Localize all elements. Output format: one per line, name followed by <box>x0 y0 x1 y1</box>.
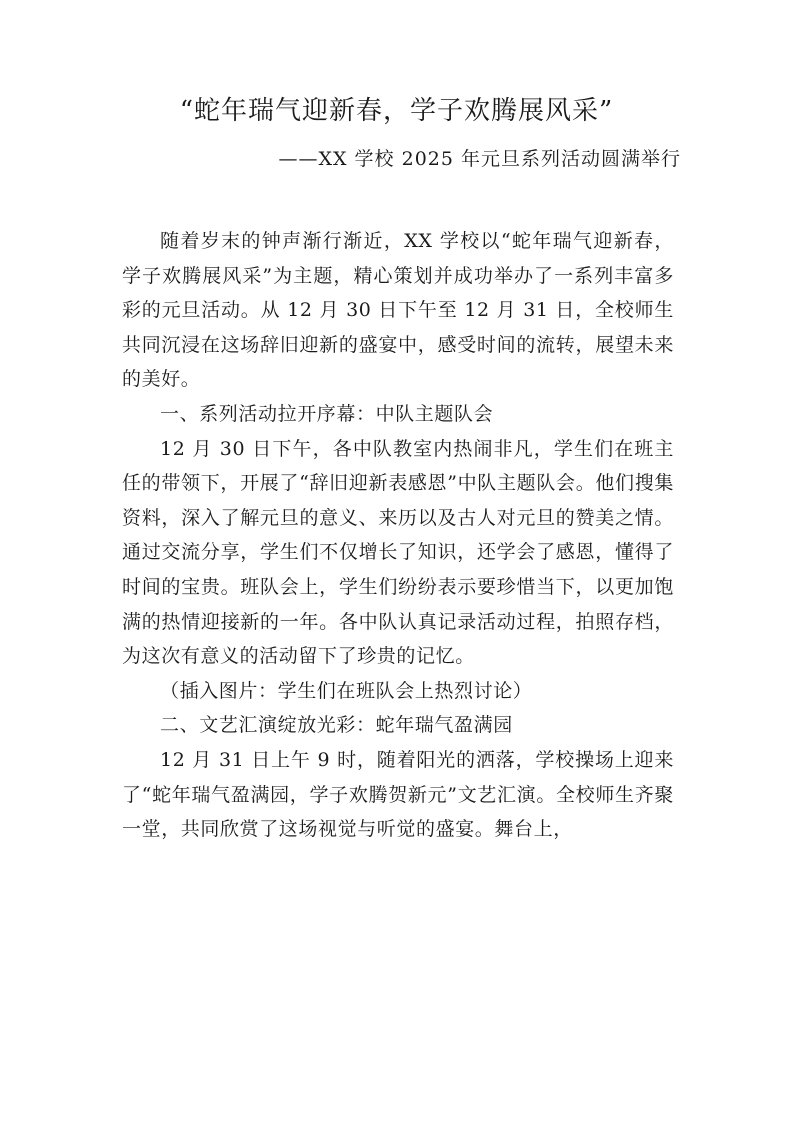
paragraph-section-1: 12 月 30 日下午，各中队教室内热闹非凡，学生们在班主任的带领下，开展了“辞旧迎新表感恩”中队主题队会。他们搜集资料，深入了解元旦的意义、来历以及古人对元旦的赞美之情。通过交流分享，学生们不仅增长了知识，还学会了感恩，懂得了时间的宝贵。班队会上，学生们纷纷表示要珍惜当下，以更加饱满的热情迎接新的一年。各中队认真记录活动过程，拍照存档，为这次有意义的活动留下了珍贵的记忆。 <box>122 437 674 668</box>
document-title: “蛇年瑞气迎新春，学子欢腾展风采” <box>179 96 614 126</box>
paragraph-intro: 随着岁末的钟声渐行渐近，XX 学校以“蛇年瑞气迎新春，学子欢腾展风采”为主题，精心策划并成功举办了一系列丰富多彩的元旦活动。从 12 月 30 日下午至 12 月 31 日，全校师生共同沉浸在这场辞旧迎新的盛宴中，感受时间的流转，展望未来的美好。 <box>122 230 674 391</box>
section-heading-2: 二、文艺汇演绽放光彩：蛇年瑞气盈满园 <box>160 714 513 737</box>
document-body <box>122 224 674 847</box>
paragraph-section-2: 12 月 31 日上午 9 时，随着阳光的洒落，学校操场上迎来了“蛇年瑞气盈满园，学子欢腾贺新元”文艺汇演。全校师生齐聚一堂，共同欣赏了这场视觉与听觉的盛宴。舞台上， <box>122 748 674 841</box>
image-placeholder-note: （插入图片：学生们在班队会上热烈讨论） <box>160 679 533 702</box>
section-heading-1: 一、系列活动拉开序幕：中队主题队会 <box>160 402 494 425</box>
document-subtitle: ——XX 学校 2025 年元旦系列活动圆满举行 <box>278 148 681 170</box>
